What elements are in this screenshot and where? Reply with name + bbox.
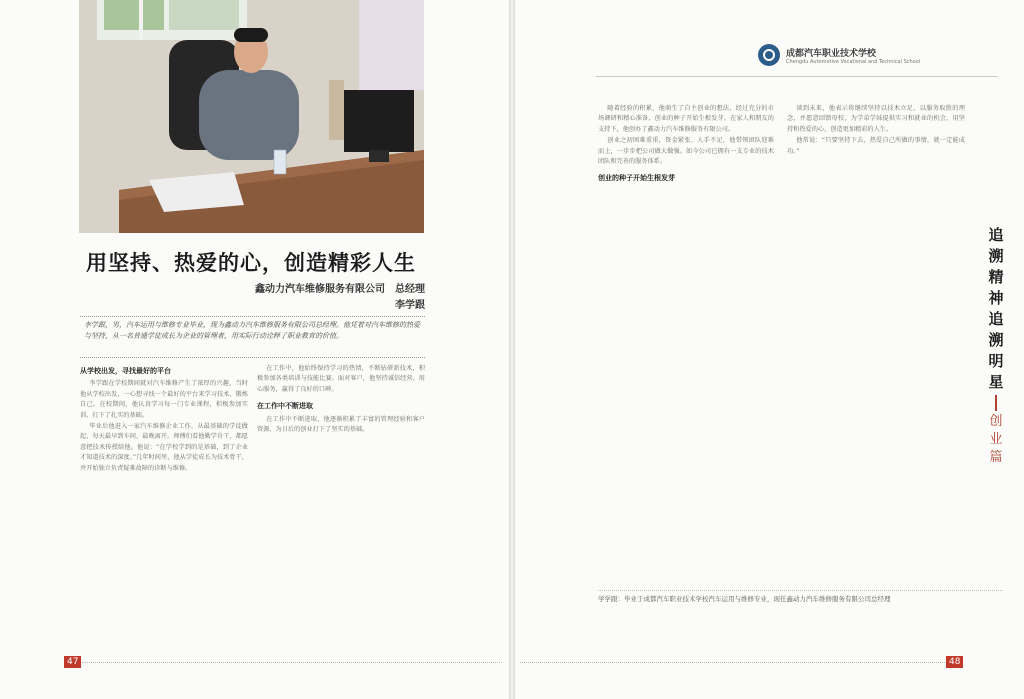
paragraph: 李学跟在学校期间就对汽车维修产生了浓厚的兴趣，当时他从学校出发，一心想寻找一个最好的平台来学习技术、锻炼自己。在校期间，他认真学习每一门专业课程，积极参加实训，打下了扎实的基础。: [80, 380, 248, 419]
column-1: [80, 364, 248, 649]
vertical-char: 明: [988, 352, 1004, 370]
column-2: [257, 364, 425, 649]
paragraph: 在工作中，他始终保持学习的热情，不断钻研新技术，积极参加各类培训与技能比赛。面对客户，他坚持诚信经营、用心服务，赢得了良好的口碑。: [257, 365, 425, 393]
vertical-red-char: 创: [989, 414, 1003, 429]
intro-box: [80, 316, 425, 358]
article-headline: 用坚持、热爱的心，创造精彩人生: [86, 250, 416, 275]
page-number-right: 48: [946, 656, 963, 668]
section-heading: 在工作中不断进取: [257, 402, 313, 411]
school-name-cn: 成都汽车职业技术学校: [786, 49, 877, 59]
portrait-photo: [79, 0, 424, 233]
vertical-char: 星: [988, 373, 1004, 391]
section-heading: 创业的种子开始生根发芽: [598, 174, 675, 183]
vertical-char: 精: [988, 268, 1004, 286]
vertical-char: 追: [988, 310, 1004, 328]
paragraph: 谈到未来，他表示将继续坚持以技术立足、以服务取胜的理念，并愿意回馈母校，为学弟学妹提供实习和就业的机会，用坚持和热爱的心，创造更加精彩的人生。: [787, 105, 965, 133]
school-logo-area: [758, 44, 998, 72]
vertical-char: 神: [988, 289, 1004, 307]
page-number-left: 47: [64, 656, 81, 668]
school-logo-icon: [758, 44, 780, 66]
column-3: [598, 104, 774, 524]
vertical-red-char: 业: [989, 432, 1003, 447]
paragraph: 毕业后他进入一家汽车维修企业工作，从最基础的学徒做起，每天最早到车间，最晚离开。师傅们看他勤学肯干，都愿意把技术传授给他。他说：“在学校学到的是基础，到了企业才知道技术的深度。”几年时间里，他从学徒成长为技术骨干，并开始独立负责疑难故障的诊断与维修。: [80, 423, 248, 472]
school-name-en: Chengdu Automotive Vocational and Technical School: [786, 59, 921, 65]
paragraph: 他常说：“只要坚持下去，热爱自己所做的事情，就一定能成功。”: [787, 137, 965, 155]
section-heading: 从学校出发，寻找最好的平台: [80, 367, 171, 375]
photo-caption: 学学跟：毕业于成都汽车职业技术学校汽车运用与维修专业，现任鑫动力汽车维修服务有限公司总经理: [598, 590, 1003, 603]
paragraph: 创业之初困难重重，资金紧张、人手不足，他带领团队迎难而上，一步步把公司做大做强。如今公司已拥有一支专业的技术团队和完善的服务体系。: [598, 137, 774, 166]
page-gutter: [509, 0, 515, 699]
vertical-dash: [995, 395, 997, 411]
vertical-char: 追: [988, 226, 1004, 244]
intro-text: 李学跟，男，汽车运用与维修专业毕业，现为鑫动力汽车维修服务有限公司总经理。他凭着对汽车维修的热爱与坚持，从一名普通学徒成长为企业的管理者，用实际行动诠释了职业教育的价值。: [84, 321, 420, 340]
header-rule: [596, 76, 998, 77]
vertical-red-char: 篇: [989, 450, 1003, 465]
vertical-char: 溯: [988, 331, 1004, 349]
footer-rule-right: [520, 662, 945, 663]
paragraph: 在工作中不断进取，他逐渐积累了丰富的管理经验和客户资源，为日后的创业打下了坚实的基础。: [257, 415, 425, 434]
author-name: 李学跟: [395, 300, 425, 311]
paragraph: 随着经验的积累，他萌生了自主创业的想法，经过充分的市场调研和精心准备，创业的种子开始生根发芽。在家人和朋友的支持下，他创办了鑫动力汽车维修服务有限公司。: [598, 105, 774, 133]
vertical-title: [980, 225, 1012, 465]
column-4: [787, 104, 965, 574]
author-company: 鑫动力汽车维修服务有限公司 总经理: [255, 284, 425, 295]
footer-rule-left: [82, 662, 502, 663]
vertical-char: 溯: [988, 247, 1004, 265]
